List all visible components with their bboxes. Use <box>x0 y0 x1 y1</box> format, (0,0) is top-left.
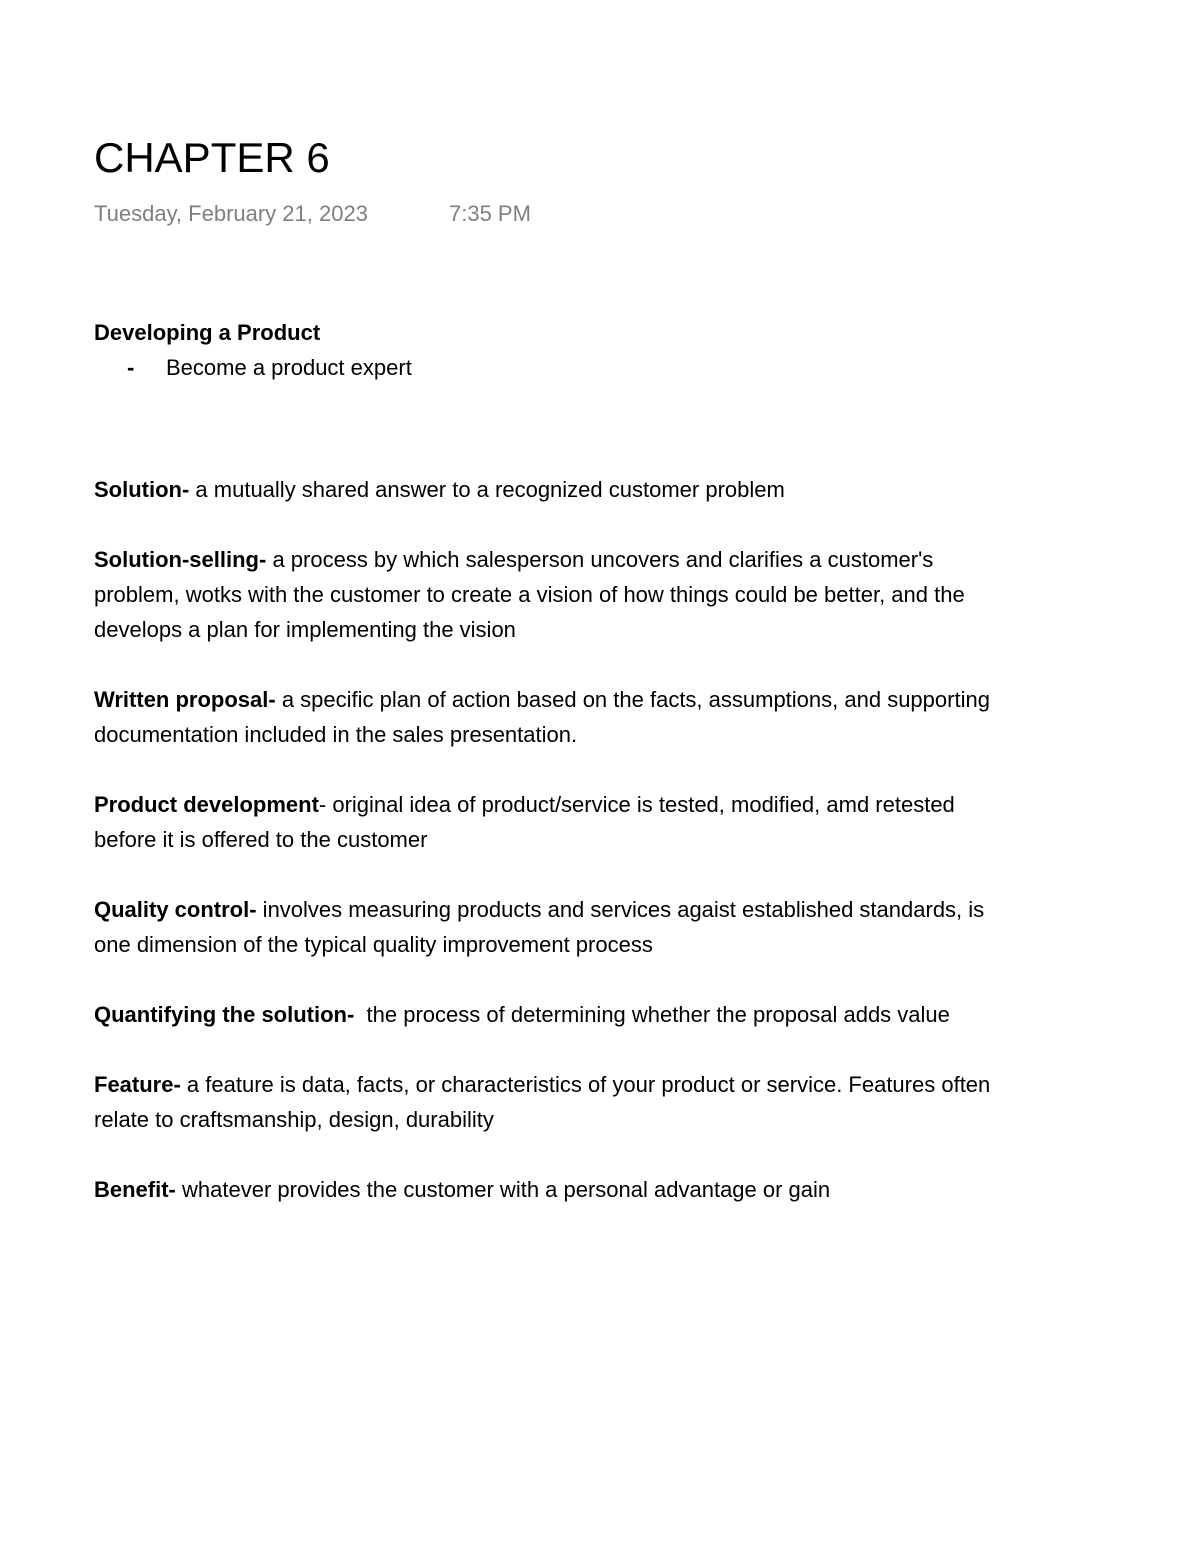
definition-text: whatever provides the customer with a personal advantage or gain <box>175 1177 831 1202</box>
definition-term: Feature- <box>94 1072 181 1097</box>
definition-quality-control <box>94 892 1004 962</box>
bullet-item <box>94 350 1004 385</box>
definition-written-proposal <box>94 682 1004 752</box>
definition-text: a process by which salesperson uncovers and clarifies a customer's problem, wotks with the customer to create a vision of how things could be better, and the develops a plan for implementing the vision <box>94 547 965 642</box>
definition-text: a feature is data, facts, or characteristics of your product or service. Features often relate to craftsmanship, design, durability <box>94 1072 991 1132</box>
definition-term: Quantifying the solution- <box>94 1002 355 1027</box>
definition-term: Product development <box>94 792 319 817</box>
definition-text: - original idea of product/service is tested, modified, amd retested before it is offered to the customer <box>94 792 955 852</box>
definition-text: a specific plan of action based on the facts, assumptions, and supporting documentation included in the sales presentation. <box>94 687 990 747</box>
definition-solution <box>94 472 1004 507</box>
definition-product-development <box>94 787 1004 857</box>
definition-text: involves measuring products and services agaist established standards, is one dimension of the typical quality improvement process <box>94 897 985 957</box>
page-title: CHAPTER 6 <box>94 134 330 181</box>
note-date: Tuesday, February 21, 2023 <box>94 201 368 226</box>
definition-solution-selling <box>94 542 1004 647</box>
note-time: 7:35 PM <box>449 201 531 226</box>
definition-term: Written proposal- <box>94 687 276 712</box>
section-heading: Developing a Product <box>94 320 321 345</box>
definition-feature <box>94 1067 1004 1137</box>
definition-term: Solution- <box>94 477 190 502</box>
bullet-text: Become a product expert <box>166 355 412 380</box>
definition-text: a mutually shared answer to a recognized customer problem <box>189 477 785 502</box>
note-body <box>94 315 1004 1242</box>
definition-benefit <box>94 1172 1004 1207</box>
definition-text: the process of determining whether the proposal adds value <box>354 1002 950 1027</box>
definition-list <box>94 472 1004 1207</box>
definition-term: Benefit- <box>94 1177 176 1202</box>
note-timestamp <box>94 199 531 229</box>
definition-term: Solution-selling- <box>94 547 267 572</box>
definition-quantifying-the-solution <box>94 997 1004 1032</box>
definition-term: Quality control- <box>94 897 257 922</box>
bullet-marker: - <box>127 355 135 380</box>
